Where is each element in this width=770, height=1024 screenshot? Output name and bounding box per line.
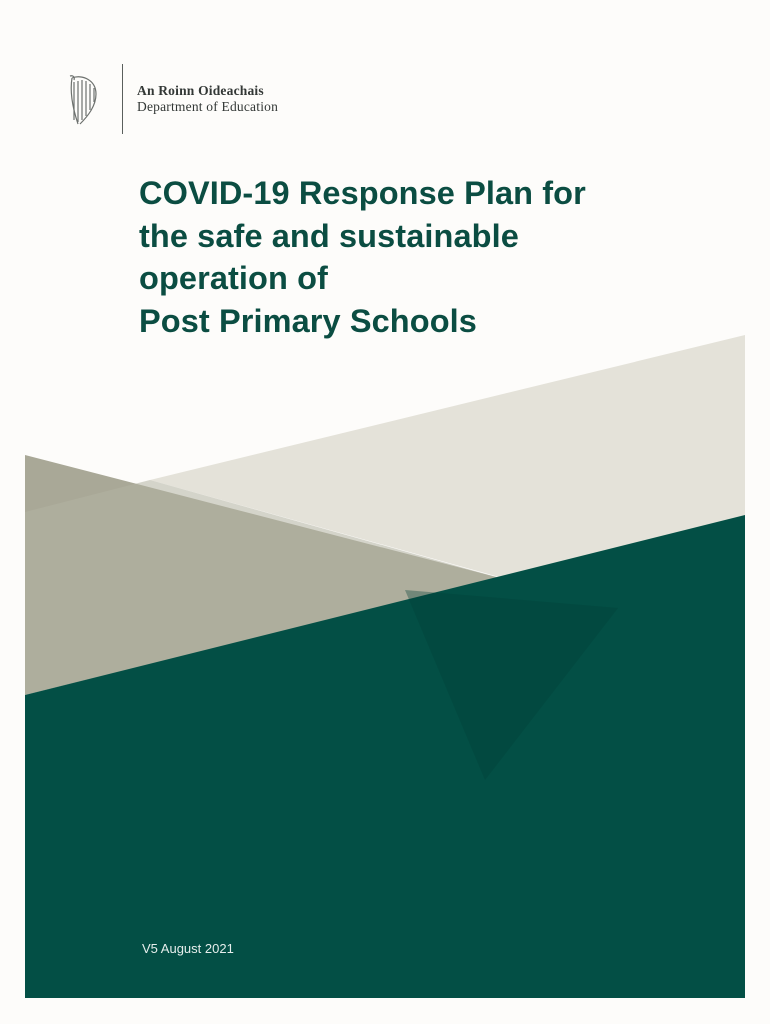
- harp-icon: [66, 72, 102, 128]
- department-name-irish: An Roinn Oideachais: [137, 83, 264, 98]
- version-label: V5 August 2021: [142, 941, 234, 956]
- department-name-english: Department of Education: [137, 99, 279, 114]
- department-name: [137, 83, 278, 115]
- document-title: [139, 172, 739, 342]
- header: [0, 0, 770, 140]
- title-line-2: the safe and sustainable: [139, 217, 519, 254]
- title-line-4: Post Primary Schools: [139, 302, 477, 339]
- title-line-1: COVID-19 Response Plan for: [139, 175, 586, 211]
- title-line-3: operation of: [139, 260, 328, 296]
- header-divider: [122, 64, 123, 134]
